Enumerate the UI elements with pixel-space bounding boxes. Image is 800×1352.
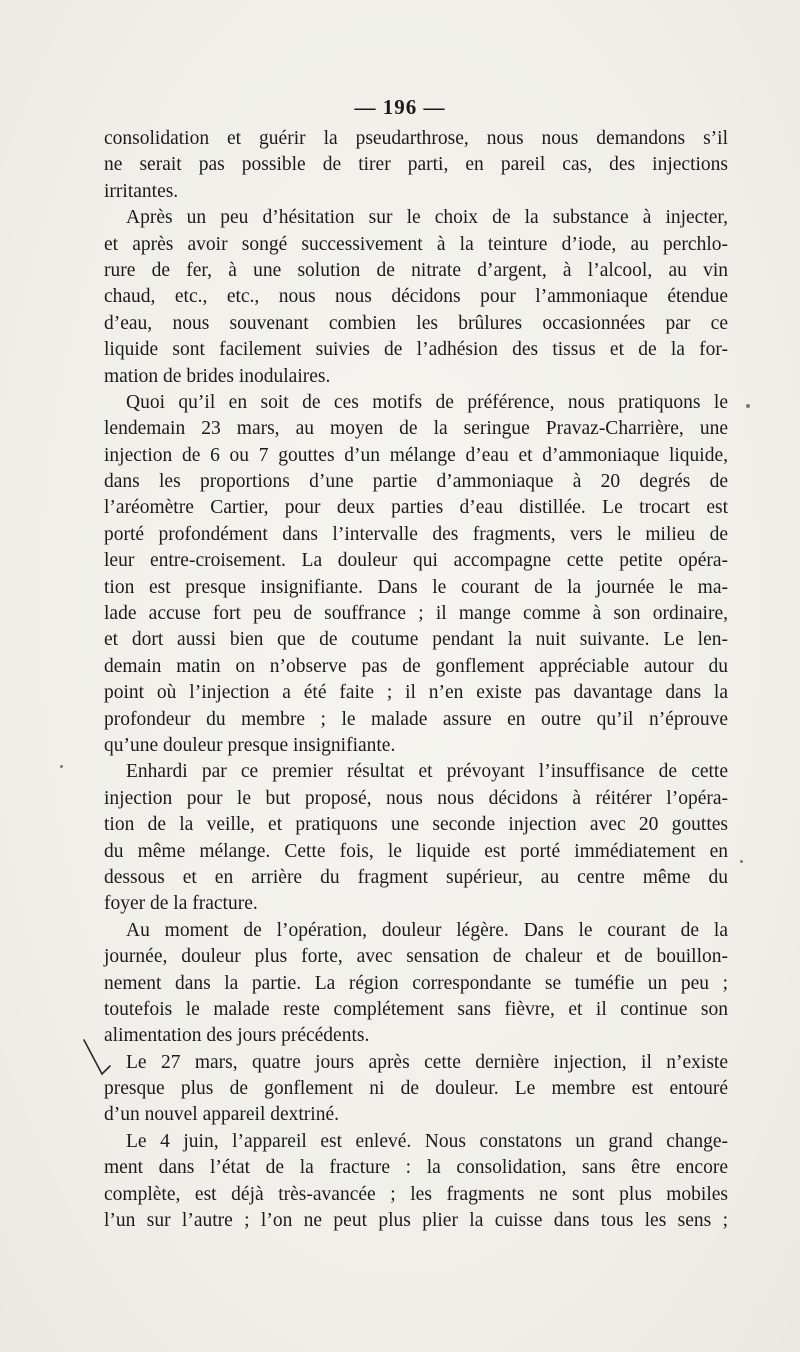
paper-speck (740, 860, 743, 863)
text-line: lade accuse fort peu de souffrance ; il mange comme à son ordinaire, (104, 603, 728, 625)
text-line: point où l’injection a été faite ; il n’en existe pas davantage dans la (104, 682, 728, 704)
text-line: Le 4 juin, l’appareil est enlevé. Nous constatons un grand change- (126, 1130, 728, 1152)
text-line: ment dans l’état de la fracture : la consolidation, sans être encore (104, 1157, 728, 1179)
text-line: Après un peu d’hésitation sur le choix de la substance à injecter, (126, 207, 728, 229)
text-line: d’un nouvel appareil dextriné. (104, 1104, 339, 1126)
text-line: qu’une douleur presque insignifiante. (104, 734, 396, 756)
paper-speck (746, 404, 750, 408)
text-line: Enhardi par ce premier résultat et prévoyant l’insuffisance de cette (126, 761, 728, 783)
text-line: et dort aussi bien que de coutume pendant la nuit suivante. Le len- (104, 629, 728, 651)
body-text (104, 126, 728, 1234)
text-line: dessous et en arrière du fragment supérieur, au centre même du (104, 866, 728, 888)
text-line: l’un sur l’autre ; l’on ne peut plus plier la cuisse dans tous les sens ; (104, 1210, 728, 1232)
margin-pencil-mark (82, 1036, 112, 1082)
text-line: Au moment de l’opération, douleur légère. Dans le courant de la (126, 919, 728, 941)
text-line: journée, douleur plus forte, avec sensation de chaleur et de bouillon- (104, 946, 728, 968)
text-line: injection pour le but proposé, nous nous décidons à réitérer l’opéra- (104, 787, 728, 809)
text-line: liquide sont facilement suivies de l’adhésion des tissus et de la for- (104, 339, 728, 361)
text-line: consolidation et guérir la pseudarthrose, nous nous demandons s’il (104, 128, 728, 149)
text-line: chaud, etc., etc., nous nous décidons pour l’ammoniaque étendue (104, 286, 728, 308)
text-line: tion est presque insignifiante. Dans le courant de la journée le ma- (104, 576, 728, 598)
text-line: toutefois le malade reste complétement sans fièvre, et il continue son (104, 998, 728, 1020)
text-line: lendemain 23 mars, au moyen de la seringue Pravaz-Charrière, une (104, 418, 728, 440)
text-line: mation de brides inodulaires. (104, 365, 331, 387)
text-line: alimentation des jours précédents. (104, 1025, 370, 1047)
text-line: dans les proportions d’une partie d’ammoniaque à 20 degrés de (104, 471, 728, 493)
text-line: Le 27 mars, quatre jours après cette dernière injection, il n’existe (126, 1051, 728, 1073)
text-line: presque plus de gonflement ni de douleur. Le membre est entouré (104, 1078, 728, 1100)
text-line: complète, est déjà très-avancée ; les fragments ne sont plus mobiles (104, 1183, 728, 1205)
text-line: porté profondément dans l’intervalle des fragments, vers le milieu de (104, 523, 728, 545)
text-line: rure de fer, à une solution de nitrate d’argent, à l’alcool, au vin (104, 259, 728, 281)
text-line: nement dans la partie. La région correspondante se tuméfie un peu ; (104, 972, 728, 994)
text-line: injection de 6 ou 7 gouttes d’un mélange d’eau et d’ammoniaque liquide, (104, 444, 728, 466)
text-line: demain matin on n’observe pas de gonflement appréciable autour du (104, 655, 728, 677)
text-line: leur entre-croisement. La douleur qui accompagne cette petite opéra- (104, 550, 728, 572)
page-number: — 196 — (354, 95, 446, 119)
text-line: tion de la veille, et pratiquons une seconde injection avec 20 gouttes (104, 814, 728, 836)
text-line: et après avoir songé successivement à la teinture d’iode, au perchlo- (104, 233, 728, 255)
text-line: d’eau, nous souvenant combien les brûlures occasionnées par ce (104, 312, 728, 334)
text-line: Quoi qu’il en soit de ces motifs de préférence, nous pratiquons le (126, 391, 728, 413)
text-line: ne serait pas possible de tirer parti, en pareil cas, des injections (104, 154, 728, 176)
text-line: l’aréomètre Cartier, pour deux parties d’eau distillée. Le trocart est (104, 497, 728, 519)
paper-speck (60, 765, 63, 768)
text-line: foyer de la fracture. (104, 893, 258, 915)
text-line: du même mélange. Cette fois, le liquide est porté immédiatement en (104, 840, 728, 862)
text-line: profondeur du membre ; le malade assure en outre qu’il n’éprouve (104, 708, 728, 730)
text-line: irritantes. (104, 180, 179, 202)
